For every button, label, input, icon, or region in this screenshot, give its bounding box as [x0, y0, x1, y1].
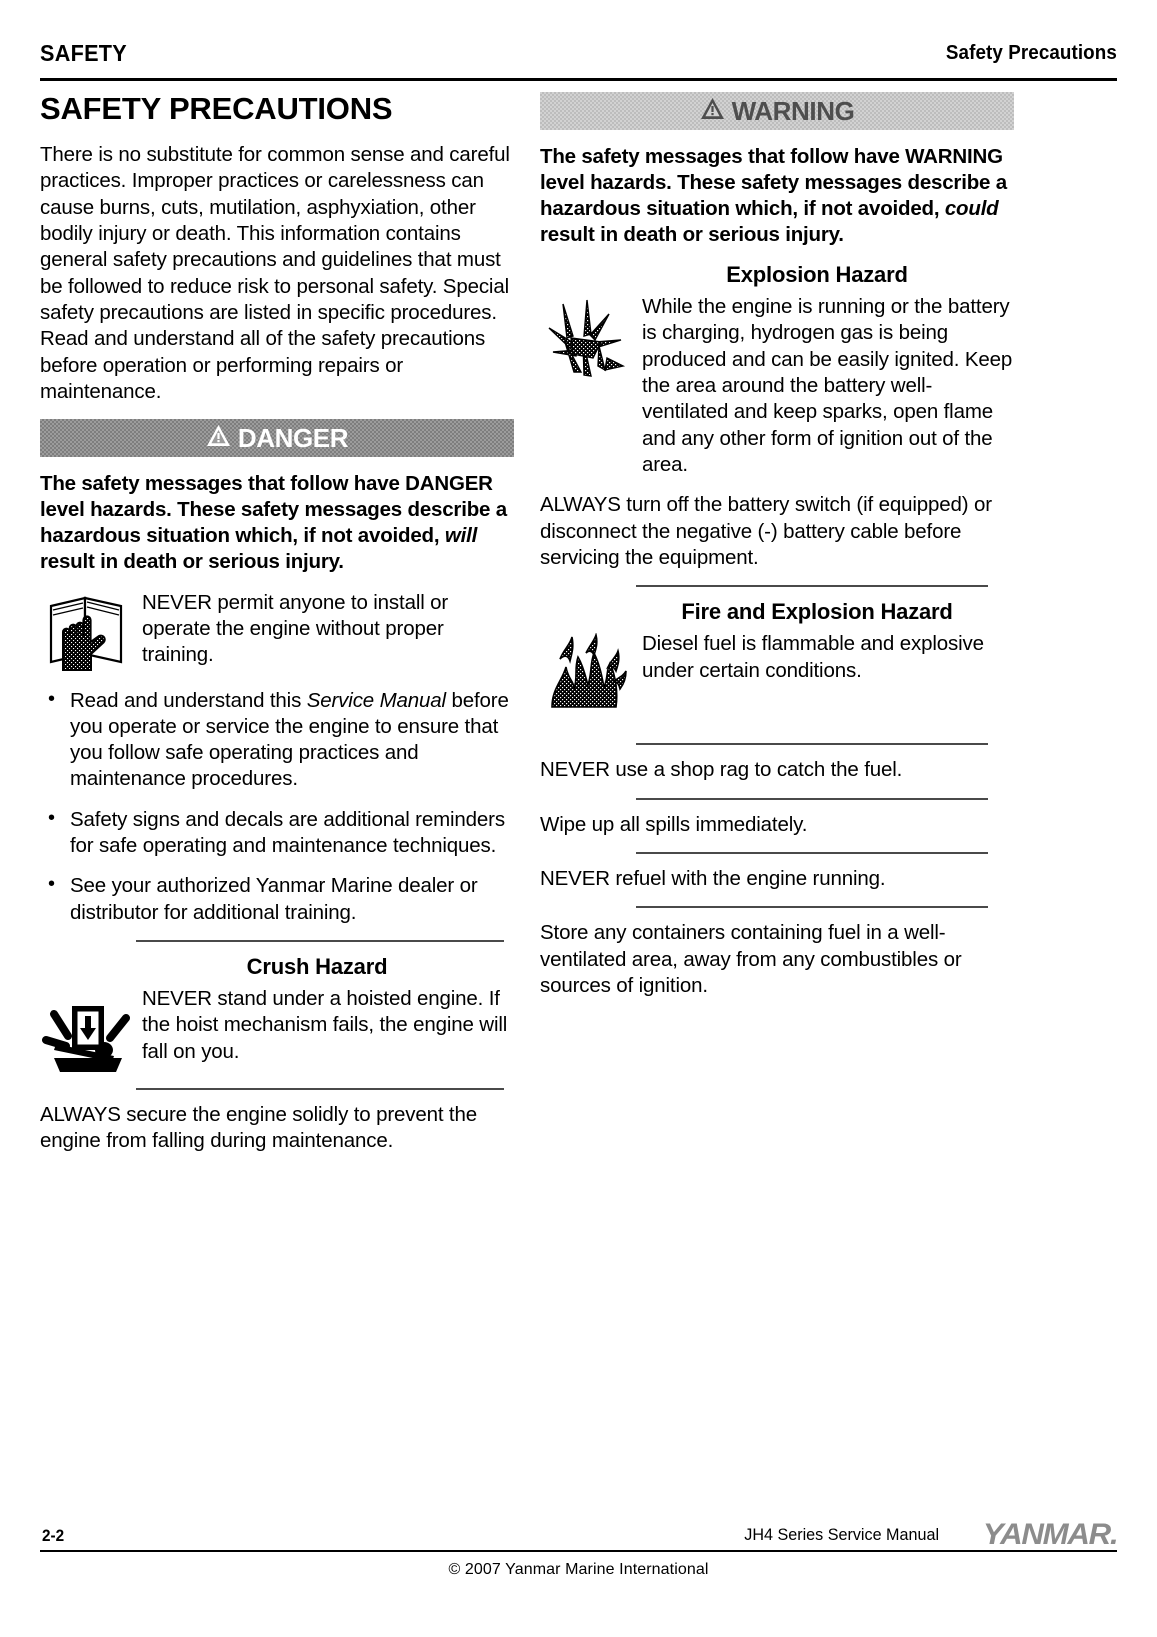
page-title: SAFETY PRECAUTIONS [40, 91, 393, 126]
fire-hazard-row [540, 631, 1014, 713]
yanmar-logo: YANMAR. [982, 1518, 1117, 1551]
note-divider-4 [636, 906, 988, 908]
explosion-hazard-title: Explosion Hazard [726, 262, 908, 288]
fire-hazard-title: Fire and Explosion Hazard [681, 599, 953, 625]
header-section-label: SAFETY [40, 40, 127, 66]
manual-training-row [40, 590, 514, 674]
note-paragraph: Store any containers containing fuel in a well-ventilated area, away from any combustibles or sources of ignition. [540, 921, 962, 998]
bullet-text-after: before you operate or service the engine to ensure that you follow safe operating practices and maintenance procedures. [70, 688, 509, 791]
warning-intro-paragraph [540, 144, 1014, 248]
crush-hazard-row [40, 986, 514, 1074]
list-item [40, 688, 514, 793]
manual-book-icon [40, 590, 136, 674]
bullet-text-emphasis: Service Manual [306, 688, 446, 712]
explosion-icon [540, 294, 636, 386]
manual-training-text: NEVER permit anyone to install or operate the engine without proper training. [142, 590, 449, 667]
right-column [540, 92, 1014, 1009]
danger-intro-paragraph [40, 471, 514, 575]
note-divider-3 [636, 852, 988, 854]
page-footer [40, 1514, 1117, 1579]
danger-intro-emphasis: will [444, 524, 478, 548]
manual-name-label: JH4 Series Service Manual [744, 1525, 939, 1544]
warning-triangle-icon [700, 97, 725, 125]
warning-intro-a: The safety messages that follow have WARNING level hazards. These safety messages describe a hazardous situation which, if not avoided, [540, 145, 1007, 221]
header-topic-label: Safety Precautions [946, 42, 1117, 64]
battery-note-paragraph: ALWAYS turn off the battery switch (if equipped) or disconnect the negative (-) battery cable before servicing the equipment. [540, 493, 992, 570]
intro-paragraph: There is no substitute for common sense and careful practices. Improper practices or carelessness can cause burns, cuts, mutilation, asphyxiation, other bodily injury or death. This information contains general safety precautions and guidelines that must be followed to reduce risk to personal safety. Special safety precautions are listed in specific procedures. Read and understand all of the safety precautions before operation or performing repairs or maintenance. [40, 143, 510, 404]
bullet-text-before: Read and understand this [70, 688, 307, 712]
left-column [40, 92, 514, 1169]
note-paragraph: NEVER refuel with the engine running. [540, 867, 886, 891]
closing-paragraph: ALWAYS secure the engine solidly to prevent the engine from falling during maintenance. [40, 1103, 477, 1153]
danger-intro-a: The safety messages that follow have DANGER level hazards. These safety messages describe a hazardous situation which, if not avoided, [40, 472, 507, 548]
danger-banner [40, 419, 514, 457]
fire-hazard-top-divider [636, 585, 988, 587]
warning-intro-emphasis: could [944, 197, 999, 221]
explosion-hazard-row [540, 294, 1014, 478]
header-divider [40, 78, 1117, 81]
crush-hazard-bottom-divider [136, 1088, 504, 1090]
crush-hazard-title: Crush Hazard [246, 954, 388, 980]
crush-hazard-icon [40, 986, 136, 1074]
note-divider-1 [636, 743, 988, 745]
bullet-text-before: Safety signs and decals are additional reminders for safe operating and maintenance techniques. [70, 807, 505, 858]
bullet-text-before: See your authorized Yanmar Marine dealer or distributor for additional training. [70, 874, 478, 924]
note-divider-2 [636, 798, 988, 800]
warning-triangle-icon [206, 424, 231, 452]
note-paragraph: Wipe up all spills immediately. [540, 812, 808, 836]
crush-hazard-text: NEVER stand under a hoisted engine. If the hoist mechanism fails, the engine will fall on you. [142, 987, 508, 1063]
explosion-hazard-text: While the engine is running or the battery is charging, hydrogen gas is being produced and can be easily ignited. Keep the area around the battery well-ventilated and keep sparks, open flame and any other form of ignition out of the area. [642, 295, 1013, 477]
flame-icon [540, 631, 636, 713]
warning-banner-label: WARNING [731, 96, 855, 126]
warning-banner [540, 92, 1014, 130]
crush-hazard-top-divider [136, 940, 504, 942]
danger-banner-label: DANGER [237, 423, 349, 454]
list-item [40, 873, 514, 926]
copyright-notice: © 2007 Yanmar Marine International [448, 1561, 709, 1578]
list-item [40, 807, 514, 860]
warning-intro-b: result in death or serious injury. [540, 223, 844, 247]
fire-hazard-text: Diesel fuel is flammable and explosive under certain conditions. [642, 632, 984, 682]
page-header [40, 40, 1117, 82]
danger-intro-b: result in death or serious injury. [40, 550, 344, 574]
note-paragraph: NEVER use a shop rag to catch the fuel. [540, 758, 903, 782]
footer-divider [40, 1550, 1117, 1552]
danger-bullet-list [40, 688, 514, 927]
page-number: 2-2 [42, 1526, 65, 1545]
